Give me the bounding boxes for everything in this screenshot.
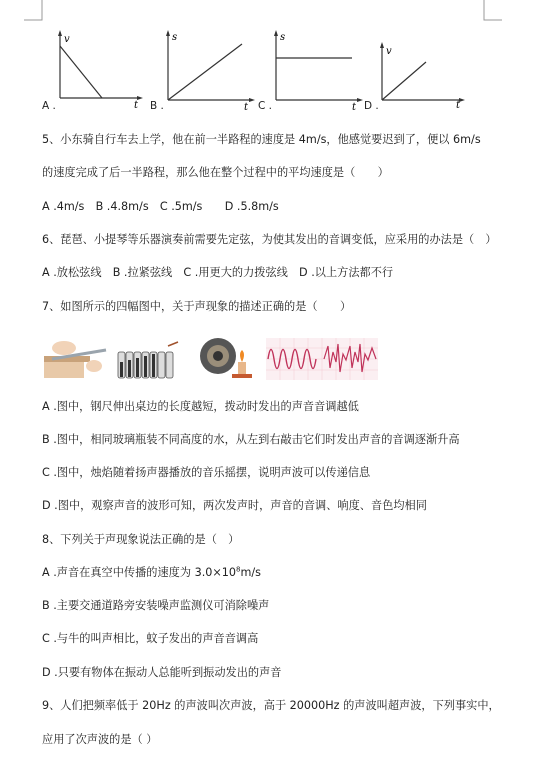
q7-option-c: C .图中，烛焰随着扬声器播放的音乐摇摆，说明声波可以传递信息: [42, 466, 371, 479]
q6-options: A .放松弦线 B .拉紧弦线 C .用更大的力拨弦线 D .以上方法都不行: [42, 266, 394, 279]
q5-line2: 的速度完成了后一半路程，那么他在整个过程中的平均速度是（ ）: [42, 166, 389, 179]
graph-d-y-label: v: [386, 46, 392, 57]
q8-line1: 8、下列关于声现象说法正确的是（ ）: [42, 533, 240, 546]
graph-b-x-label: t: [244, 102, 249, 113]
q7-option-b: B .图中，相同玻璃瓶装不同高度的水，从左到右敲击它们时发出声音的音调逐渐升高: [42, 433, 460, 446]
corner-mark-left: [24, 0, 44, 24]
graph-c-label: C .: [258, 100, 273, 112]
graph-b-label: B .: [150, 100, 164, 112]
graph-d: [376, 28, 466, 111]
q9-line2: 应用了次声波的是（ ）: [42, 733, 158, 746]
q6-line1: 6、琵琶、小提琴等乐器演奏前需要先定弦，为使其发出的音调变低，应采用的办法是（ ）: [42, 233, 497, 246]
q5-options: A .4m/s B .4.8m/s C .5m/s D .5.8m/s: [42, 200, 279, 213]
graph-b-y-label: s: [172, 32, 178, 43]
glass-bottles-figure: [116, 342, 182, 380]
graph-a-label: A .: [42, 100, 56, 112]
speaker-candle-figure: [192, 336, 256, 380]
waveform-figure: [266, 338, 378, 380]
q7-option-d: D .图中，观察声音的波形可知，两次发声时，声音的音调、响度、音色均相同: [42, 499, 427, 512]
q8-option-a-unit: m/s: [240, 566, 261, 579]
graph-d-x-label: t: [456, 100, 461, 111]
graph-d-label: D .: [364, 100, 379, 112]
graph-c-y-label: s: [280, 32, 286, 43]
corner-mark-right: [482, 0, 502, 24]
q7-option-a: A .图中，钢尺伸出桌边的长度越短，拨动时发出的声音音调越低: [42, 400, 359, 413]
ruler-hand-figure: [44, 336, 108, 380]
motion-graphs: [38, 28, 468, 114]
graph-c: [270, 28, 364, 113]
q8-option-b: B .主要交通道路旁安装噪声监测仪可消除噪声: [42, 599, 270, 612]
q8-option-d: D .只要有物体在振动人总能听到振动发出的声音: [42, 666, 282, 679]
q8-option-a-text: A .声音在真空中传播的速度为 3.0×10: [42, 566, 236, 579]
q8-option-a: [42, 566, 261, 580]
q9-line1: 9、人们把频率低于 20Hz 的声波叫次声波，高于 20000Hz 的声波叫超声波，下列事实中，: [42, 699, 500, 712]
q5-line1: 5、小东骑自行车去上学，他在前一半路程的速度是 4m/s，他感觉要迟到了，便以 6m/s: [42, 133, 481, 146]
q8-option-c: C .与牛的叫声相比，蚊子发出的声音音调高: [42, 632, 259, 645]
graph-b: [162, 28, 256, 113]
graph-c-x-label: t: [352, 102, 357, 113]
graph-a-x-label: t: [134, 100, 139, 111]
q8-option-a-exponent: 8: [235, 565, 241, 574]
graph-a-y-label: v: [64, 34, 70, 45]
graph-a: [54, 28, 144, 111]
q7-line1: 7、如图所示的四幅图中，关于声现象的描述正确的是（ ）: [42, 300, 352, 313]
